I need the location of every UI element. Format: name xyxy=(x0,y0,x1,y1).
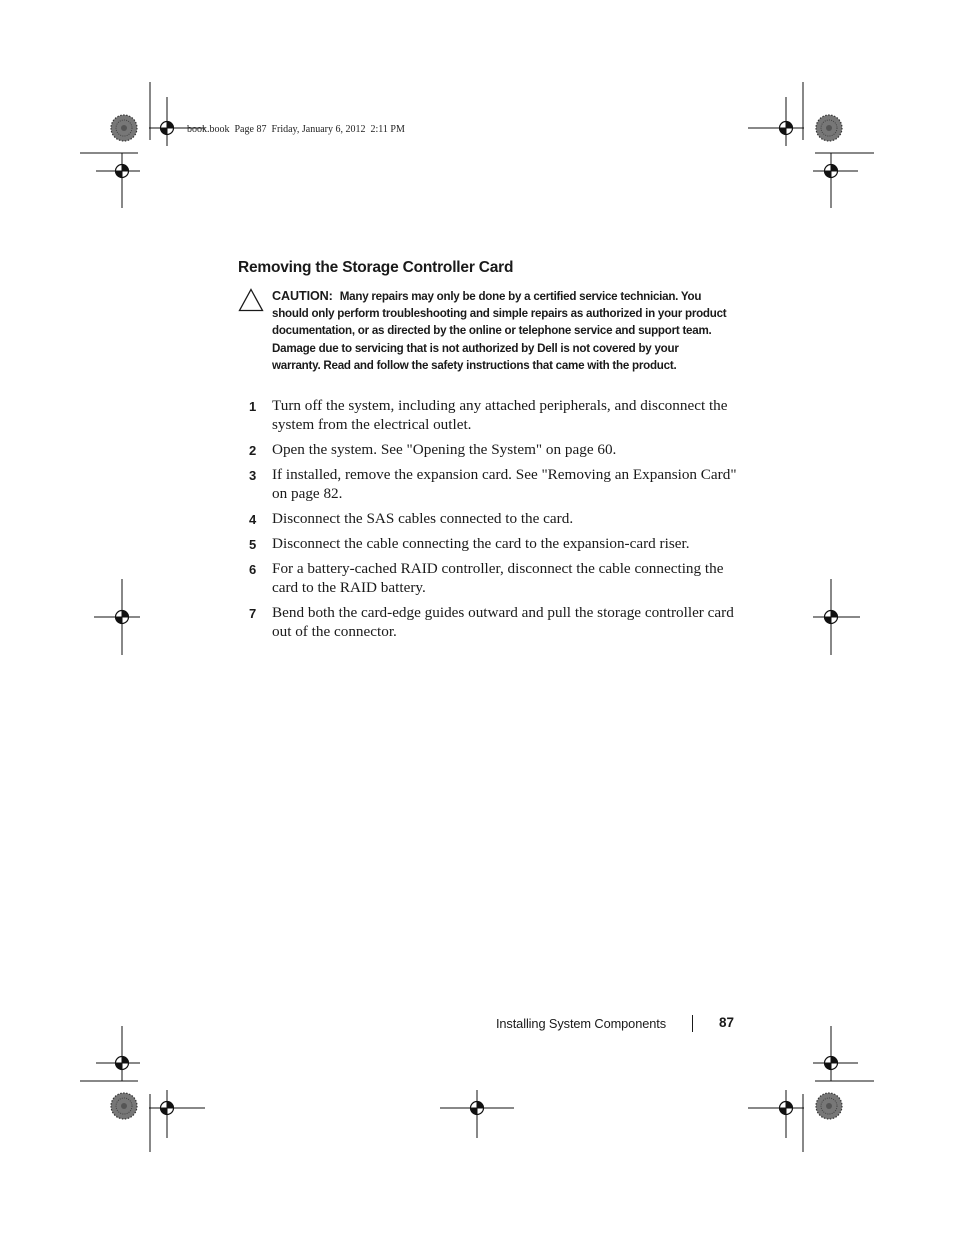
step-number: 7 xyxy=(249,606,257,621)
registration-mark xyxy=(459,1090,495,1126)
section-title: Removing the Storage Controller Card xyxy=(238,259,514,276)
registration-mark xyxy=(149,1090,185,1126)
step-number: 6 xyxy=(249,562,257,577)
step-text: Open the system. See "Opening the System" on page 60. xyxy=(272,441,617,458)
color-target-bottom-right xyxy=(816,1093,842,1119)
caution-label: CAUTION: xyxy=(272,289,333,303)
color-target-top-right xyxy=(816,115,842,141)
color-target-top-left xyxy=(111,115,137,141)
caution-notice xyxy=(238,288,728,374)
footer-divider xyxy=(692,1015,693,1032)
step-text: For a battery-cached RAID controller, disconnect the cable connecting the card to the RAID battery. xyxy=(272,560,724,596)
page-number: 87 xyxy=(719,1015,735,1030)
registration-mark xyxy=(813,1045,849,1081)
step-number: 3 xyxy=(249,468,257,483)
step-number: 4 xyxy=(249,512,257,527)
registration-mark xyxy=(813,153,849,189)
step-text: Turn off the system, including any attached peripherals, and disconnect the system from the electrical outlet. xyxy=(272,397,728,433)
step-text: Disconnect the cable connecting the card to the expansion-card riser. xyxy=(272,535,690,552)
footer-section-name: Installing System Components xyxy=(495,1016,666,1031)
step-item xyxy=(238,440,738,459)
registration-mark xyxy=(813,599,849,635)
color-target-bottom-left xyxy=(111,1093,137,1119)
step-number: 5 xyxy=(249,537,257,552)
step-item xyxy=(238,465,738,503)
step-number: 2 xyxy=(249,443,257,458)
step-number: 1 xyxy=(249,399,257,414)
caution-text-block xyxy=(272,288,728,374)
step-item xyxy=(238,559,738,597)
registration-mark xyxy=(104,1045,140,1081)
registration-mark xyxy=(104,153,140,189)
step-text: If installed, remove the expansion card. See "Removing an Expansion Card" on page 82. xyxy=(272,466,737,502)
caution-triangle-icon xyxy=(238,288,264,312)
step-item xyxy=(238,509,738,528)
step-text: Bend both the card-edge guides outward and pull the storage controller card out of the connector. xyxy=(272,604,734,640)
step-item xyxy=(238,603,738,641)
step-item xyxy=(238,534,738,553)
step-item xyxy=(238,396,738,434)
registration-mark xyxy=(104,599,140,635)
registration-mark xyxy=(768,1090,804,1126)
print-job-header: book.book Page 87 Friday, January 6, 2012 2:11 PM xyxy=(187,124,405,135)
procedure-steps xyxy=(238,396,738,647)
caution-message: Many repairs may only be done by a certified service technician. You should only perform troubleshooting and simple repairs as authorized in your product documentation, or as directed by the online or telephone service and support team. Damage due to servicing that is not authorized by Dell is not covered by your warranty. Read and follow the safety instructions that came with the product. xyxy=(272,290,727,372)
registration-mark xyxy=(768,110,804,146)
registration-mark xyxy=(149,110,185,146)
step-text: Disconnect the SAS cables connected to the card. xyxy=(272,510,574,527)
